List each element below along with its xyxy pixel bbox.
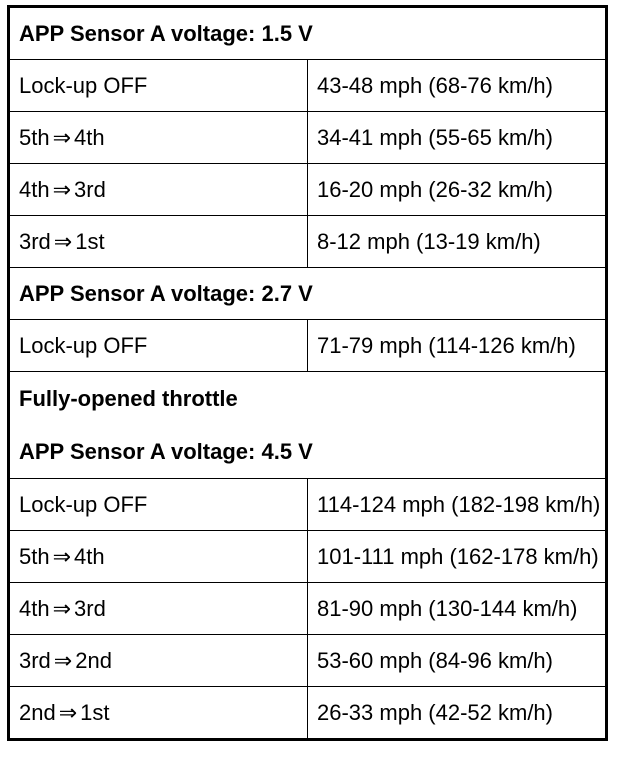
condition-label: Fully-opened throttle xyxy=(19,386,238,411)
shift-speed-table xyxy=(7,5,608,741)
shift-from: 2nd xyxy=(19,699,56,725)
shift-cell xyxy=(9,635,308,687)
shift-to: 1st xyxy=(80,699,110,725)
speed-cell: 43-48 mph (68-76 km/h) xyxy=(308,60,607,112)
table-row xyxy=(9,216,607,268)
shift-cell xyxy=(9,112,308,164)
double-right-arrow-icon: ⇒ xyxy=(52,124,72,150)
speed-cell: 81-90 mph (130-144 km/h) xyxy=(308,583,607,635)
double-right-arrow-icon: ⇒ xyxy=(58,699,78,725)
shift-cell xyxy=(9,583,308,635)
speed-cell: 101-111 mph (162-178 km/h) xyxy=(308,531,607,583)
speed-cell: 71-79 mph (114-126 km/h) xyxy=(308,320,607,372)
shift-cell xyxy=(9,164,308,216)
speed-cell: 34-41 mph (55-65 km/h) xyxy=(308,112,607,164)
shift-cell xyxy=(9,216,308,268)
section-header-row xyxy=(9,268,607,320)
double-right-arrow-icon: ⇒ xyxy=(53,228,73,254)
double-right-arrow-icon: ⇒ xyxy=(52,595,72,621)
shift-to: 4th xyxy=(74,124,105,150)
voltage-label: APP Sensor A voltage: 2.7 V xyxy=(19,280,313,306)
shift-cell xyxy=(9,320,308,372)
shift-cell xyxy=(9,687,308,740)
table-row xyxy=(9,320,607,372)
double-right-arrow-icon: ⇒ xyxy=(53,647,73,673)
shift-from: Lock-up OFF xyxy=(19,72,148,98)
shift-from: 3rd xyxy=(19,647,51,673)
section-header xyxy=(9,268,607,320)
shift-from: 5th xyxy=(19,124,50,150)
table-row xyxy=(9,164,607,216)
shift-to: 2nd xyxy=(75,647,112,673)
table-row xyxy=(9,687,607,740)
speed-cell: 53-60 mph (84-96 km/h) xyxy=(308,635,607,687)
table-row xyxy=(9,112,607,164)
section-header xyxy=(9,372,607,479)
section-header-row xyxy=(9,7,607,60)
shift-cell xyxy=(9,531,308,583)
section-header-row xyxy=(9,372,607,479)
section-header xyxy=(9,7,607,60)
voltage-label: APP Sensor A voltage: 1.5 V xyxy=(19,20,313,46)
double-right-arrow-icon: ⇒ xyxy=(52,176,72,202)
table-row xyxy=(9,583,607,635)
speed-cell: 26-33 mph (42-52 km/h) xyxy=(308,687,607,740)
double-right-arrow-icon: ⇒ xyxy=(52,543,72,569)
shift-from: 3rd xyxy=(19,228,51,254)
shift-cell xyxy=(9,60,308,112)
shift-to: 3rd xyxy=(74,595,106,621)
shift-speed-table-body xyxy=(9,7,607,740)
shift-from: 4th xyxy=(19,595,50,621)
shift-to: 1st xyxy=(75,228,105,254)
speed-cell: 8-12 mph (13-19 km/h) xyxy=(308,216,607,268)
table-row xyxy=(9,531,607,583)
voltage-label: APP Sensor A voltage: 4.5 V xyxy=(19,439,313,464)
shift-from: 5th xyxy=(19,543,50,569)
shift-to: 3rd xyxy=(74,176,106,202)
shift-to: 4th xyxy=(74,543,105,569)
table-row xyxy=(9,60,607,112)
shift-from: 4th xyxy=(19,176,50,202)
table-row xyxy=(9,635,607,687)
table-row xyxy=(9,479,607,531)
shift-cell xyxy=(9,479,308,531)
speed-cell: 114-124 mph (182-198 km/h) xyxy=(308,479,607,531)
speed-cell: 16-20 mph (26-32 km/h) xyxy=(308,164,607,216)
shift-from: Lock-up OFF xyxy=(19,491,148,517)
shift-from: Lock-up OFF xyxy=(19,332,148,358)
